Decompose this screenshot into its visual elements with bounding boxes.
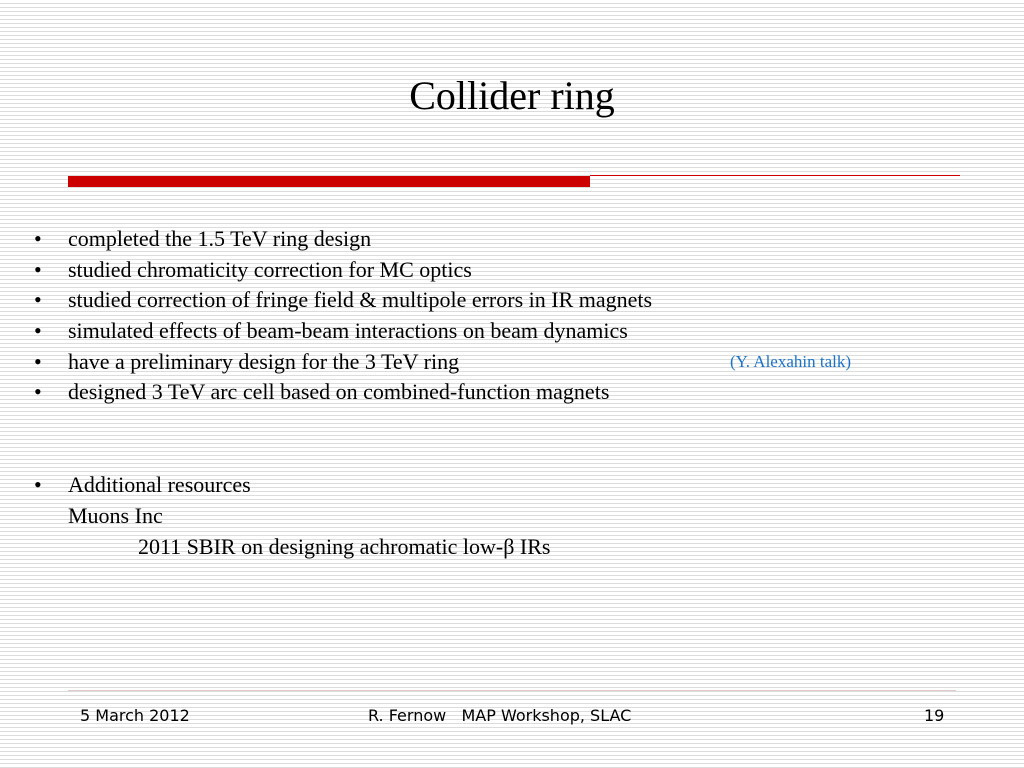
bullet-icon: •: [34, 379, 42, 405]
bullet-icon: •: [34, 226, 42, 251]
list-item-text: simulated effects of beam-beam interactions on beam dynamics: [68, 318, 628, 344]
additional-org: Muons Inc: [68, 503, 163, 528]
bullet-list: [30, 224, 990, 408]
list-item-text: completed the 1.5 TeV ring design: [68, 226, 372, 251]
bullet-icon: •: [34, 287, 42, 313]
title-underline-bar: [68, 176, 590, 187]
citation-note: (Y. Alexahin talk): [730, 352, 852, 371]
list-item: [30, 285, 990, 316]
list-item: [30, 255, 990, 286]
title-underline-line: [590, 175, 960, 176]
bullet-icon: •: [34, 256, 42, 282]
list-item-text: have a preliminary design for the 3 TeV ring: [68, 348, 460, 374]
bullet-icon: •: [34, 318, 42, 344]
list-item: [30, 224, 990, 255]
list-item: [30, 377, 990, 408]
additional-resources: [30, 469, 990, 562]
list-item: [30, 316, 990, 347]
list-item-text: studied correction of fringe field & multipole errors in IR magnets: [68, 287, 653, 313]
bullet-icon: •: [34, 348, 42, 374]
footer-date: 5 March 2012: [80, 706, 190, 725]
footer-page-number: 19: [924, 706, 945, 725]
footer-author-event: R. Fernow MAP Workshop, SLAC: [368, 706, 632, 725]
footer-divider: [68, 690, 956, 691]
additional-heading-row: [30, 469, 990, 500]
list-item-text: designed 3 TeV arc cell based on combined-function magnets: [68, 379, 610, 405]
additional-item: 2011 SBIR on designing achromatic low-β IRs: [138, 534, 551, 559]
bullet-icon: •: [34, 472, 42, 497]
slide-title: Collider ring: [409, 73, 615, 118]
additional-heading: Additional resources: [68, 472, 251, 497]
list-item-text: studied chromaticity correction for MC optics: [68, 256, 472, 282]
